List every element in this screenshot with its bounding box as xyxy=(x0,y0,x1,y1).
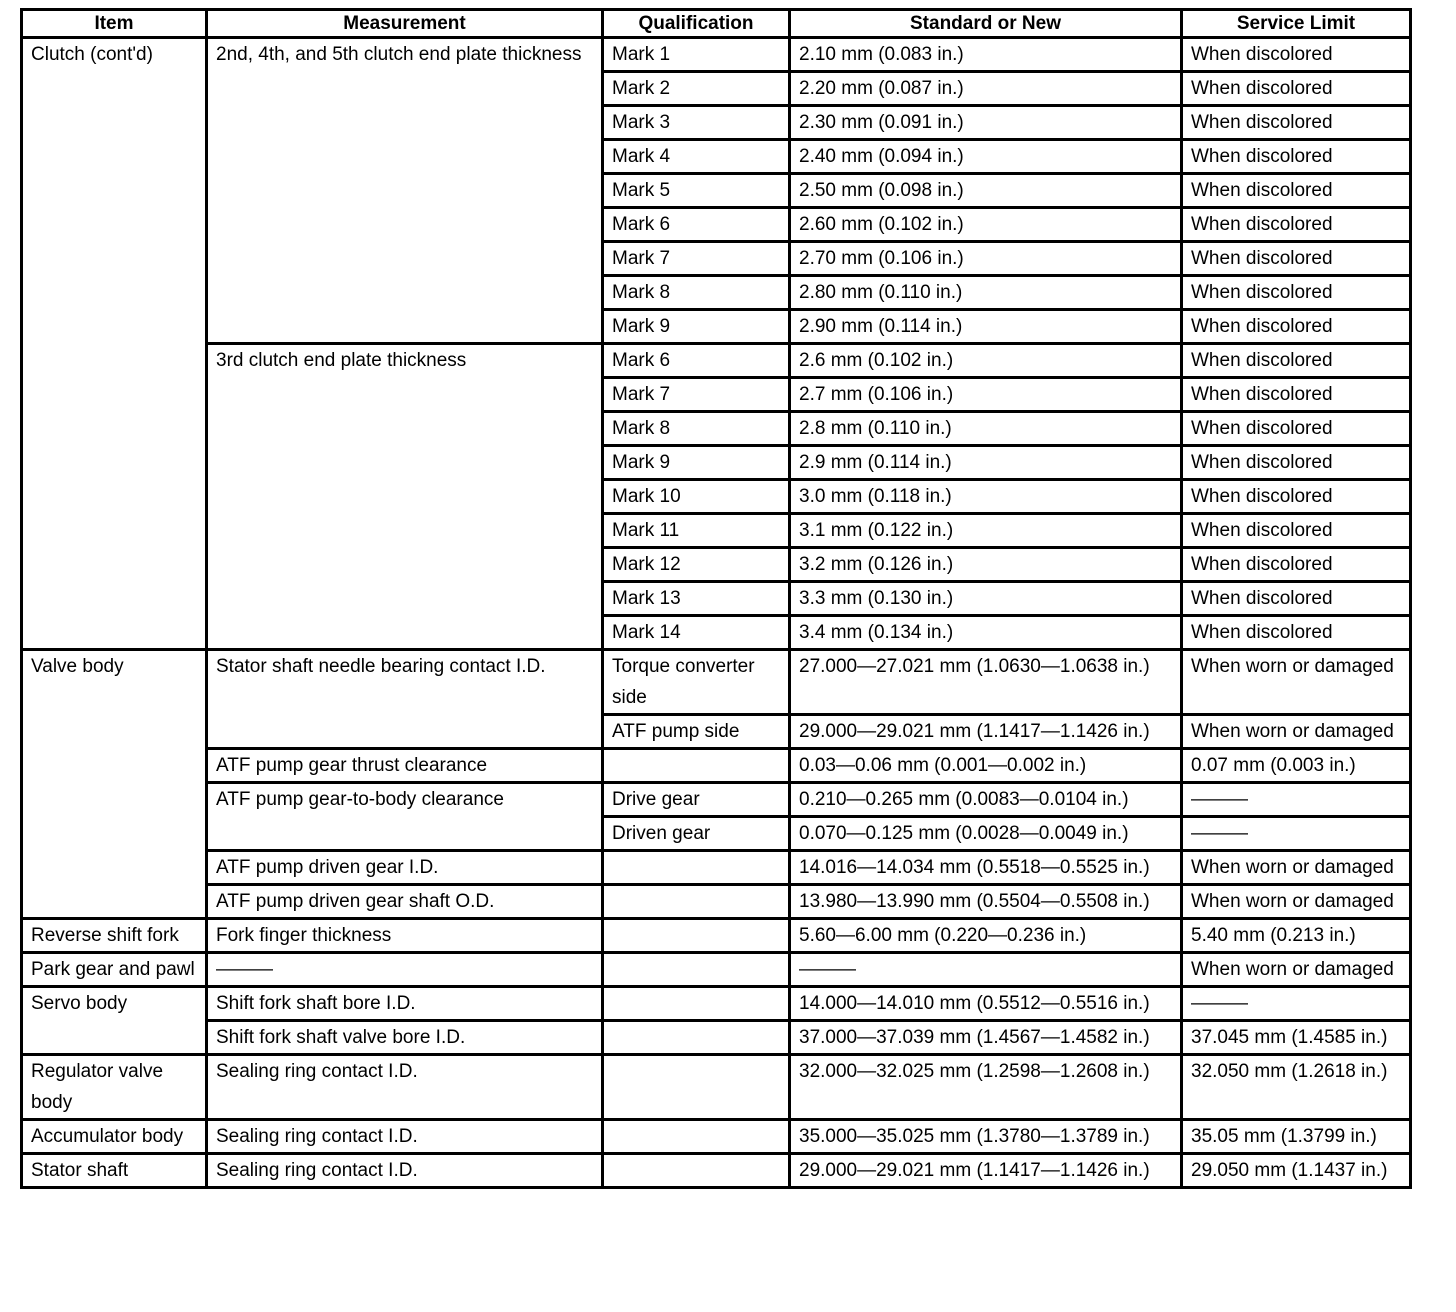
limit-cell: When worn or damaged xyxy=(1182,650,1411,715)
measurement-cell: ATF pump driven gear shaft O.D. xyxy=(207,885,603,919)
measurement-cell: Sealing ring contact I.D. xyxy=(207,1055,603,1120)
measurement-cell: 2nd, 4th, and 5th clutch end plate thickness xyxy=(207,38,603,344)
standard-cell: 2.10 mm (0.083 in.) xyxy=(790,38,1182,72)
qualification-cell: Torque converter side xyxy=(603,650,790,715)
standard-cell: 0.03—0.06 mm (0.001—0.002 in.) xyxy=(790,749,1182,783)
limit-cell: When worn or damaged xyxy=(1182,953,1411,987)
standard-cell: 0.070—0.125 mm (0.0028—0.0049 in.) xyxy=(790,817,1182,851)
limit-cell: 0.07 mm (0.003 in.) xyxy=(1182,749,1411,783)
qualification-cell: Mark 13 xyxy=(603,582,790,616)
limit-cell: ——— xyxy=(1182,783,1411,817)
standard-cell: 37.000—37.039 mm (1.4567—1.4582 in.) xyxy=(790,1021,1182,1055)
standard-cell: 32.000—32.025 mm (1.2598—1.2608 in.) xyxy=(790,1055,1182,1120)
standard-cell: 3.0 mm (0.118 in.) xyxy=(790,480,1182,514)
qualification-cell: Mark 7 xyxy=(603,378,790,412)
qualification-cell: Mark 8 xyxy=(603,276,790,310)
table-row xyxy=(22,783,1411,817)
limit-cell: When discolored xyxy=(1182,480,1411,514)
limit-cell: When discolored xyxy=(1182,174,1411,208)
item-cell: Accumulator body xyxy=(22,1120,207,1154)
standard-cell: 0.210—0.265 mm (0.0083—0.0104 in.) xyxy=(790,783,1182,817)
standard-cell: 29.000—29.021 mm (1.1417—1.1426 in.) xyxy=(790,1154,1182,1188)
qualification-cell: Drive gear xyxy=(603,783,790,817)
table-row xyxy=(22,1021,1411,1055)
limit-cell: When discolored xyxy=(1182,548,1411,582)
table-row xyxy=(22,38,1411,72)
header-item: Item xyxy=(22,10,207,38)
measurement-cell: Sealing ring contact I.D. xyxy=(207,1154,603,1188)
standard-cell: 2.6 mm (0.102 in.) xyxy=(790,344,1182,378)
qualification-cell: Mark 6 xyxy=(603,208,790,242)
standard-cell: ——— xyxy=(790,953,1182,987)
limit-cell: 35.05 mm (1.3799 in.) xyxy=(1182,1120,1411,1154)
qualification-cell: Mark 8 xyxy=(603,412,790,446)
limit-cell: When worn or damaged xyxy=(1182,851,1411,885)
standard-cell: 2.20 mm (0.087 in.) xyxy=(790,72,1182,106)
measurement-cell: 3rd clutch end plate thickness xyxy=(207,344,603,650)
standard-cell: 2.60 mm (0.102 in.) xyxy=(790,208,1182,242)
standard-cell: 3.2 mm (0.126 in.) xyxy=(790,548,1182,582)
limit-cell: When discolored xyxy=(1182,38,1411,72)
measurement-cell: Shift fork shaft valve bore I.D. xyxy=(207,1021,603,1055)
measurement-cell: Shift fork shaft bore I.D. xyxy=(207,987,603,1021)
qualification-cell xyxy=(603,885,790,919)
limit-cell: When discolored xyxy=(1182,582,1411,616)
limit-cell: When discolored xyxy=(1182,72,1411,106)
table-row xyxy=(22,344,1411,378)
item-cell: Clutch (cont'd) xyxy=(22,38,207,650)
table-row xyxy=(22,749,1411,783)
table-row xyxy=(22,987,1411,1021)
qualification-cell xyxy=(603,1055,790,1120)
standard-cell: 2.50 mm (0.098 in.) xyxy=(790,174,1182,208)
limit-cell: 32.050 mm (1.2618 in.) xyxy=(1182,1055,1411,1120)
qualification-cell xyxy=(603,1120,790,1154)
qualification-cell: Mark 12 xyxy=(603,548,790,582)
qualification-cell xyxy=(603,851,790,885)
limit-cell: 29.050 mm (1.1437 in.) xyxy=(1182,1154,1411,1188)
qualification-cell xyxy=(603,1021,790,1055)
qualification-cell: Mark 14 xyxy=(603,616,790,650)
table-row xyxy=(22,1055,1411,1120)
measurement-cell: Sealing ring contact I.D. xyxy=(207,1120,603,1154)
qualification-cell: Mark 11 xyxy=(603,514,790,548)
standard-cell: 14.000—14.010 mm (0.5512—0.5516 in.) xyxy=(790,987,1182,1021)
standard-cell: 3.3 mm (0.130 in.) xyxy=(790,582,1182,616)
measurement-cell: ATF pump driven gear I.D. xyxy=(207,851,603,885)
limit-cell: 37.045 mm (1.4585 in.) xyxy=(1182,1021,1411,1055)
qualification-cell xyxy=(603,749,790,783)
limit-cell: When discolored xyxy=(1182,378,1411,412)
header-service-limit: Service Limit xyxy=(1182,10,1411,38)
specification-table xyxy=(20,8,1412,1189)
standard-cell: 14.016—14.034 mm (0.5518—0.5525 in.) xyxy=(790,851,1182,885)
qualification-cell: Mark 9 xyxy=(603,446,790,480)
limit-cell: When discolored xyxy=(1182,514,1411,548)
item-cell: Servo body xyxy=(22,987,207,1055)
limit-cell: When worn or damaged xyxy=(1182,885,1411,919)
limit-cell: When discolored xyxy=(1182,276,1411,310)
standard-cell: 2.30 mm (0.091 in.) xyxy=(790,106,1182,140)
header-qualification: Qualification xyxy=(603,10,790,38)
table-row xyxy=(22,1120,1411,1154)
limit-cell: When worn or damaged xyxy=(1182,715,1411,749)
qualification-cell xyxy=(603,919,790,953)
standard-cell: 29.000—29.021 mm (1.1417—1.1426 in.) xyxy=(790,715,1182,749)
table-row xyxy=(22,953,1411,987)
item-cell: Park gear and pawl xyxy=(22,953,207,987)
limit-cell: When discolored xyxy=(1182,310,1411,344)
limit-cell: When discolored xyxy=(1182,208,1411,242)
item-cell: Stator shaft xyxy=(22,1154,207,1188)
qualification-cell: Driven gear xyxy=(603,817,790,851)
qualification-cell: Mark 1 xyxy=(603,38,790,72)
standard-cell: 35.000—35.025 mm (1.3780—1.3789 in.) xyxy=(790,1120,1182,1154)
standard-cell: 3.4 mm (0.134 in.) xyxy=(790,616,1182,650)
limit-cell: When discolored xyxy=(1182,616,1411,650)
item-cell: Reverse shift fork xyxy=(22,919,207,953)
table-row xyxy=(22,851,1411,885)
limit-cell: ——— xyxy=(1182,987,1411,1021)
item-cell: Valve body xyxy=(22,650,207,919)
limit-cell: When discolored xyxy=(1182,140,1411,174)
standard-cell: 2.70 mm (0.106 in.) xyxy=(790,242,1182,276)
header-standard: Standard or New xyxy=(790,10,1182,38)
limit-cell: ——— xyxy=(1182,817,1411,851)
measurement-cell: ATF pump gear thrust clearance xyxy=(207,749,603,783)
limit-cell: When discolored xyxy=(1182,344,1411,378)
qualification-cell xyxy=(603,1154,790,1188)
limit-cell: When discolored xyxy=(1182,446,1411,480)
standard-cell: 13.980—13.990 mm (0.5504—0.5508 in.) xyxy=(790,885,1182,919)
qualification-cell: Mark 2 xyxy=(603,72,790,106)
header-row xyxy=(22,10,1411,38)
standard-cell: 2.40 mm (0.094 in.) xyxy=(790,140,1182,174)
limit-cell: When discolored xyxy=(1182,412,1411,446)
limit-cell: When discolored xyxy=(1182,242,1411,276)
standard-cell: 5.60—6.00 mm (0.220—0.236 in.) xyxy=(790,919,1182,953)
qualification-cell: Mark 5 xyxy=(603,174,790,208)
measurement-cell: Stator shaft needle bearing contact I.D. xyxy=(207,650,603,749)
standard-cell: 2.8 mm (0.110 in.) xyxy=(790,412,1182,446)
limit-cell: 5.40 mm (0.213 in.) xyxy=(1182,919,1411,953)
qualification-cell: Mark 7 xyxy=(603,242,790,276)
standard-cell: 27.000—27.021 mm (1.0630—1.0638 in.) xyxy=(790,650,1182,715)
item-cell: Regulator valve body xyxy=(22,1055,207,1120)
measurement-cell: ATF pump gear-to-body clearance xyxy=(207,783,603,851)
qualification-cell: Mark 10 xyxy=(603,480,790,514)
limit-cell: When discolored xyxy=(1182,106,1411,140)
qualification-cell: Mark 9 xyxy=(603,310,790,344)
measurement-cell: Fork finger thickness xyxy=(207,919,603,953)
standard-cell: 3.1 mm (0.122 in.) xyxy=(790,514,1182,548)
standard-cell: 2.7 mm (0.106 in.) xyxy=(790,378,1182,412)
qualification-cell: Mark 6 xyxy=(603,344,790,378)
qualification-cell: Mark 4 xyxy=(603,140,790,174)
qualification-cell: Mark 3 xyxy=(603,106,790,140)
qualification-cell xyxy=(603,953,790,987)
header-measurement: Measurement xyxy=(207,10,603,38)
standard-cell: 2.90 mm (0.114 in.) xyxy=(790,310,1182,344)
table-row xyxy=(22,919,1411,953)
table-row xyxy=(22,1154,1411,1188)
measurement-cell: ——— xyxy=(207,953,603,987)
standard-cell: 2.80 mm (0.110 in.) xyxy=(790,276,1182,310)
qualification-cell xyxy=(603,987,790,1021)
qualification-cell: ATF pump side xyxy=(603,715,790,749)
table-row xyxy=(22,885,1411,919)
table-row xyxy=(22,650,1411,715)
standard-cell: 2.9 mm (0.114 in.) xyxy=(790,446,1182,480)
